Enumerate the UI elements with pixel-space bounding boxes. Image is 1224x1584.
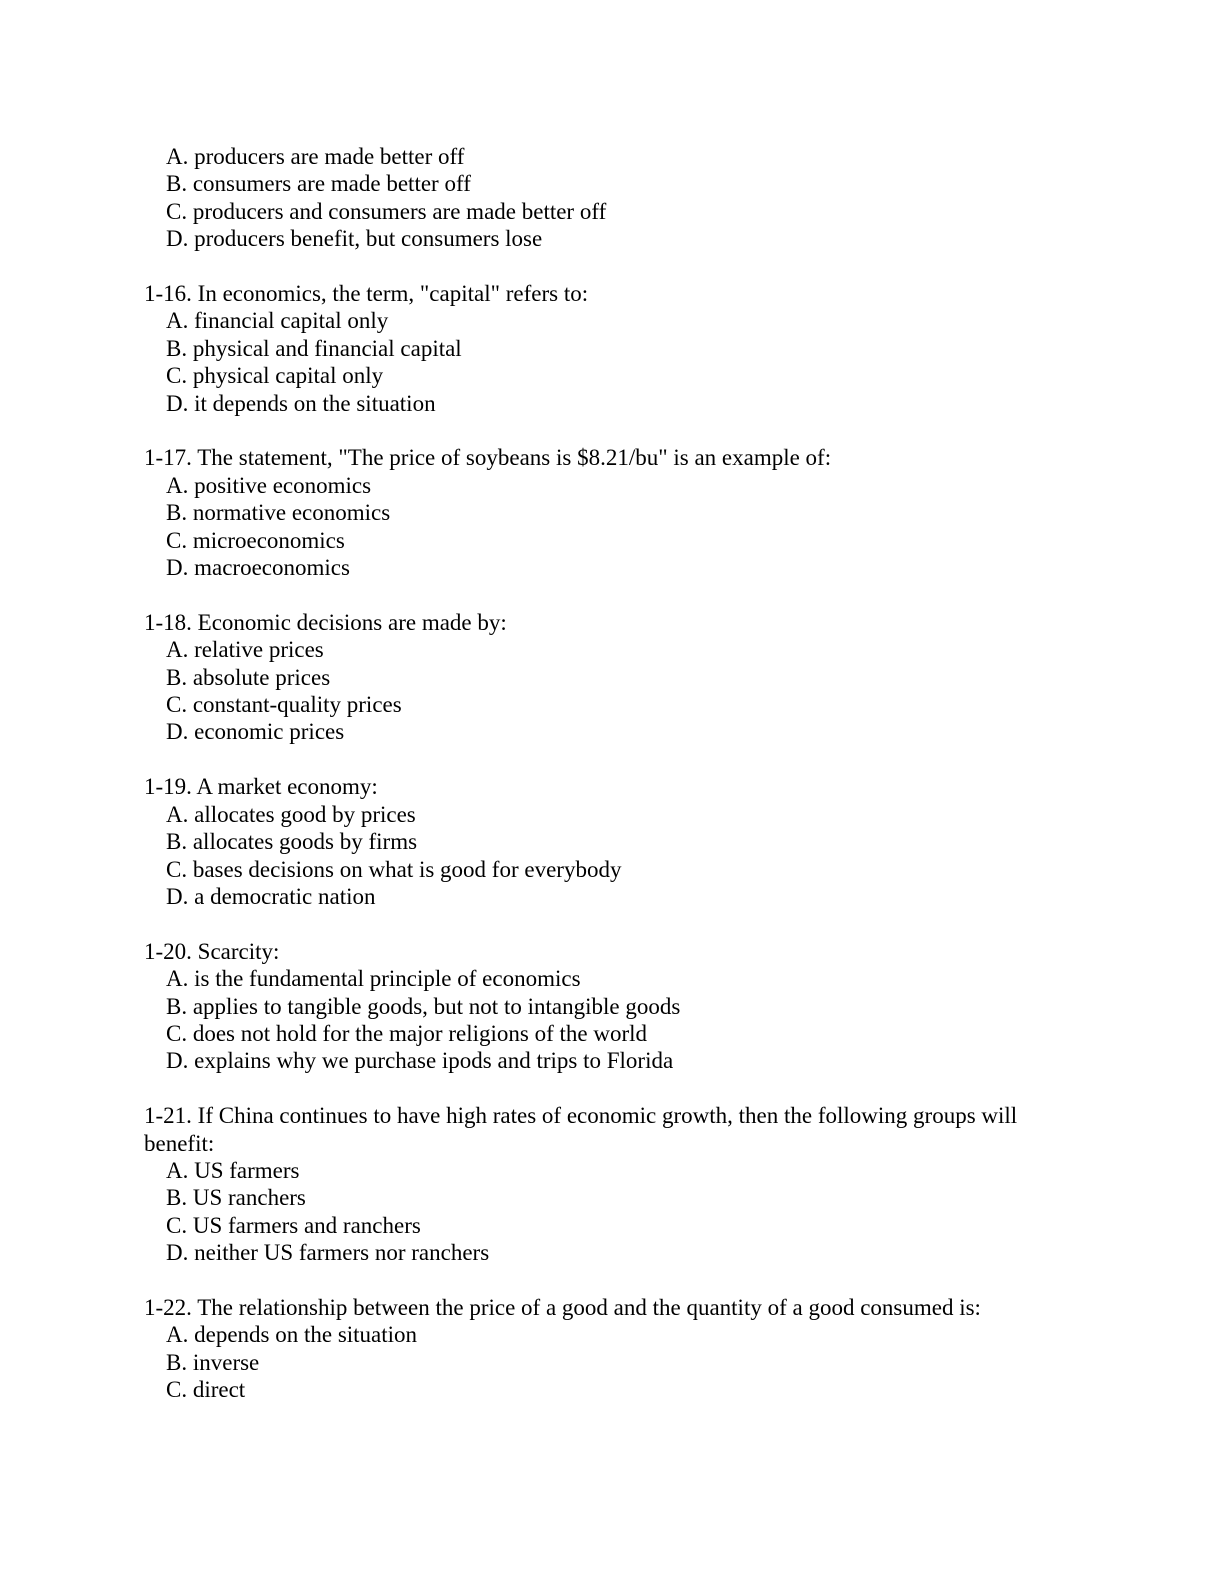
question-stem: 1-17. The statement, "The price of soybeans is $8.21/bu" is an example of:: [144, 445, 832, 471]
option-d: D. economic prices: [166, 719, 345, 745]
option-c: C. producers and consumers are made better off: [166, 198, 607, 224]
option-d: D. macroeconomics: [166, 555, 350, 581]
option-b: B. US ranchers: [166, 1185, 306, 1211]
option-b: B. consumers are made better off: [166, 171, 471, 197]
option-d: D. explains why we purchase ipods and trips to Florida: [166, 1048, 674, 1074]
question-1-17: [144, 444, 1064, 581]
question-1-22: [144, 1294, 1064, 1404]
option-d: D. neither US farmers nor ranchers: [166, 1240, 490, 1266]
option-b: B. applies to tangible goods, but not to intangible goods: [166, 993, 681, 1019]
question-stem: 1-22. The relationship between the price of a good and the quantity of a good consumed is:: [144, 1294, 981, 1320]
option-a: A. US farmers: [166, 1157, 300, 1183]
question-stem: 1-16. In economics, the term, "capital" refers to:: [144, 281, 589, 307]
question-1-21: [144, 1102, 1064, 1266]
option-a: A. allocates good by prices: [166, 801, 416, 827]
option-d: D. producers benefit, but consumers lose: [166, 226, 543, 252]
option-c: C. direct: [166, 1377, 246, 1403]
option-b: B. allocates goods by firms: [166, 829, 418, 855]
option-a: A. positive economics: [166, 472, 372, 498]
option-c: C. physical capital only: [166, 363, 384, 389]
answer-options: [144, 1157, 1064, 1267]
option-d: D. it depends on the situation: [166, 390, 436, 416]
question-stem: 1-21. If China continues to have high rates of economic growth, then the following groups will benefit:: [144, 1103, 1018, 1156]
option-a: A. is the fundamental principle of economics: [166, 966, 581, 992]
answer-options: [144, 636, 1064, 746]
question-1-20: [144, 938, 1064, 1075]
option-b: B. inverse: [166, 1349, 260, 1375]
option-b: B. absolute prices: [166, 664, 331, 690]
answer-options: [144, 307, 1064, 417]
option-a: A. producers are made better off: [166, 144, 465, 169]
question-list: [144, 143, 1064, 1404]
option-c: C. microeconomics: [166, 527, 345, 553]
question-stem: 1-20. Scarcity:: [144, 938, 280, 964]
answer-options: [144, 143, 1064, 253]
option-a: A. depends on the situation: [166, 1322, 418, 1348]
option-c: C. bases decisions on what is good for everybody: [166, 856, 622, 882]
option-a: A. financial capital only: [166, 308, 389, 334]
option-b: B. physical and financial capital: [166, 335, 462, 361]
question-stem: 1-19. A market economy:: [144, 774, 378, 800]
option-c: C. constant-quality prices: [166, 692, 402, 718]
question-1-18: [144, 609, 1064, 746]
option-c: C. US farmers and ranchers: [166, 1212, 421, 1238]
answer-options: [144, 965, 1064, 1075]
option-c: C. does not hold for the major religions of the world: [166, 1020, 648, 1046]
answer-options: [144, 1321, 1064, 1403]
option-a: A. relative prices: [166, 637, 324, 663]
option-b: B. normative economics: [166, 500, 391, 526]
answer-options: [144, 472, 1064, 582]
question-1-19: [144, 773, 1064, 910]
answer-options: [144, 801, 1064, 911]
option-d: D. a democratic nation: [166, 883, 376, 909]
question-1-16: [144, 280, 1064, 417]
question-1-15-continued: [144, 143, 1064, 253]
question-stem: 1-18. Economic decisions are made by:: [144, 609, 507, 635]
